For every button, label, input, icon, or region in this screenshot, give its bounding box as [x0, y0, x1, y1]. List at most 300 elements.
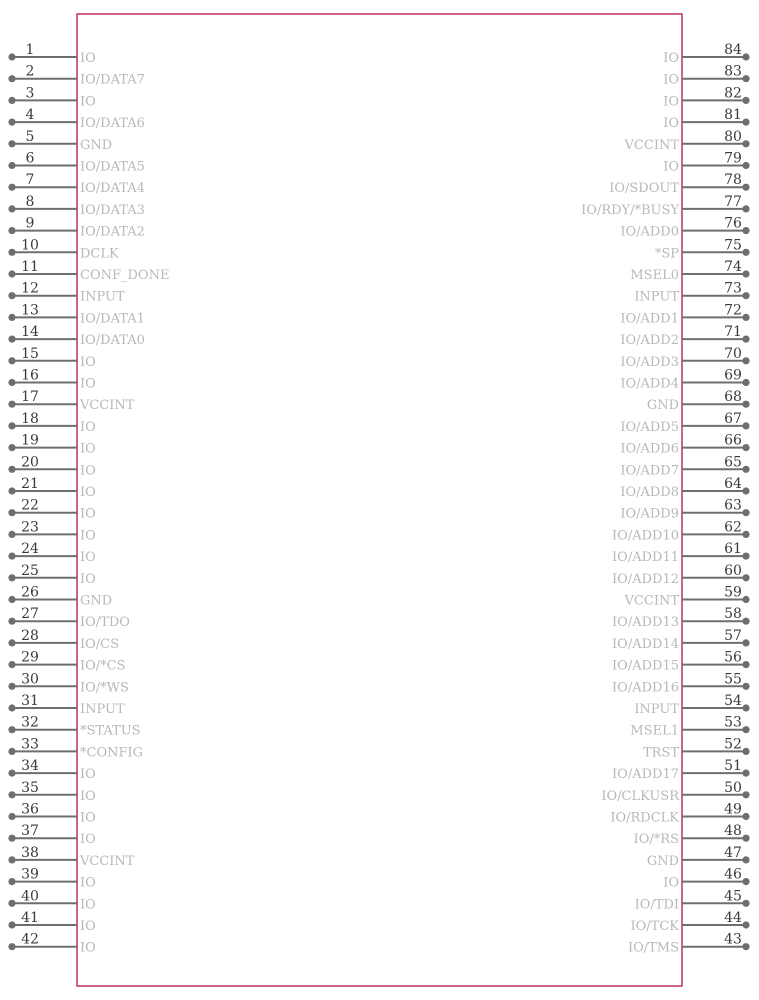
pin-number: 59 [724, 584, 742, 601]
pin-endpoint [8, 119, 15, 126]
pin [634, 281, 749, 305]
pin-number: 7 [25, 172, 35, 189]
pin [8, 433, 95, 457]
pin-label: *SP [654, 246, 679, 262]
pin [620, 302, 749, 326]
pin [8, 454, 95, 478]
pin-label: IO/ADD5 [620, 419, 679, 435]
pin-label: IO/TMS [627, 940, 679, 956]
pin [8, 780, 95, 804]
pin-endpoint [8, 205, 15, 212]
pin-number: 31 [21, 693, 39, 709]
pin-label: IO [663, 51, 679, 66]
pin [8, 129, 112, 153]
pin-endpoint [8, 292, 15, 299]
pin-label: IO/ADD7 [620, 463, 679, 479]
pin-endpoint [8, 401, 15, 408]
pin-number: 81 [724, 107, 742, 124]
pin-number: 38 [21, 844, 39, 861]
pin-endpoint [8, 270, 15, 277]
pin-number: 5 [25, 128, 35, 145]
pin [620, 476, 749, 500]
pin-number: 63 [724, 497, 742, 514]
pin-endpoint [742, 726, 749, 733]
pin-label: IO [663, 72, 679, 88]
pin-label: IO [80, 94, 96, 110]
pin-label: IO/ADD6 [620, 441, 679, 457]
pin-number: 64 [724, 476, 742, 492]
pin [8, 823, 95, 847]
pin-label: INPUT [80, 702, 125, 717]
pin-number: 30 [21, 671, 39, 688]
pin [8, 693, 125, 717]
pin [8, 368, 95, 392]
pin-label: IO [80, 51, 96, 66]
pin-label: IO [80, 810, 96, 826]
pin [612, 519, 750, 543]
pin-number: 69 [724, 367, 742, 384]
pin-number: 76 [724, 215, 742, 232]
pin [612, 671, 750, 695]
pin-label: MSEL1 [630, 723, 679, 739]
pin [663, 151, 749, 175]
pin-endpoint [742, 900, 749, 907]
pin-endpoint [742, 75, 749, 82]
pin [634, 823, 750, 847]
pin-number: 70 [724, 345, 742, 362]
pin-endpoint [8, 184, 15, 191]
pin-label: IO/ADD11 [612, 550, 679, 566]
pin-number: 78 [724, 172, 742, 189]
pin-endpoint [8, 422, 15, 429]
pin-number: 65 [724, 454, 742, 471]
pin-number: 77 [724, 193, 742, 210]
pin-endpoint [8, 379, 15, 386]
pin [612, 650, 750, 674]
pin-label: IO/SDOUT [609, 181, 679, 197]
pin-label: IO/ADD10 [612, 528, 679, 544]
pin-label: VCCINT [80, 853, 135, 869]
pin-number: 79 [724, 150, 742, 167]
pin [581, 194, 749, 218]
pin-number: 11 [21, 259, 39, 275]
pin [630, 715, 749, 739]
pin-number: 4 [25, 107, 35, 124]
pin-endpoint [8, 683, 15, 690]
pin-endpoint [742, 336, 749, 343]
pin-label: IO/DATA1 [80, 311, 145, 327]
pin-endpoint [742, 618, 749, 625]
pin [620, 454, 749, 478]
pin-number: 45 [724, 888, 742, 905]
pin-endpoint [742, 943, 749, 950]
pin-endpoint [8, 314, 15, 321]
pin [8, 736, 143, 760]
pin-endpoint [742, 357, 749, 364]
pin-endpoint [742, 401, 749, 408]
pin-number: 83 [724, 63, 742, 80]
pin [630, 910, 749, 934]
pin [8, 888, 95, 912]
pin-number: 34 [21, 758, 39, 775]
pin-number: 33 [21, 736, 39, 753]
pin-endpoint [742, 683, 749, 690]
pin-number: 6 [25, 150, 35, 167]
pin [620, 346, 749, 370]
pin-endpoint [742, 791, 749, 798]
pin-number: 60 [724, 562, 742, 579]
pin-label: IO [80, 897, 96, 913]
pin [634, 693, 749, 717]
pin-endpoint [8, 726, 15, 733]
pin-number: 21 [21, 476, 39, 492]
pin-number: 46 [724, 866, 742, 883]
pin-number: 75 [724, 237, 742, 254]
pin-label: IO/ADD8 [620, 485, 679, 500]
pin-endpoint [8, 53, 15, 60]
pin [663, 85, 749, 109]
pin [8, 411, 95, 435]
pin-endpoint [742, 704, 749, 711]
pin-number: 1 [25, 42, 35, 58]
pin-number: 15 [21, 345, 39, 362]
pin-label: IO [80, 919, 96, 934]
pin-label: IO [663, 94, 679, 110]
pin [8, 389, 134, 413]
pin-label: IO/*CS [80, 658, 126, 674]
pin-endpoint [742, 596, 749, 603]
pin-number: 29 [21, 649, 39, 666]
pin [8, 281, 125, 305]
pin-label: *CONFIG [80, 745, 144, 761]
pin-number: 13 [21, 302, 39, 319]
pin-number: 43 [724, 931, 742, 948]
pin-endpoint [742, 770, 749, 777]
pin [8, 237, 119, 261]
pin-endpoint [742, 835, 749, 842]
pin-label: IO/ADD17 [612, 767, 679, 783]
pin-endpoint [742, 748, 749, 755]
pin-label: IO [80, 832, 96, 848]
left-pin-group [8, 42, 169, 956]
pin [8, 346, 95, 370]
pin-number: 26 [21, 584, 39, 601]
pin-endpoint [8, 162, 15, 169]
pin-endpoint [8, 466, 15, 473]
pin [620, 216, 749, 240]
pin-endpoint [742, 270, 749, 277]
pin-label: TRST [642, 745, 679, 761]
pin-label: IO/ADD9 [620, 506, 679, 522]
pin-endpoint [742, 444, 749, 451]
pin-number: 16 [21, 367, 39, 384]
pin-label: IO [80, 940, 96, 956]
pin-label: IO/RDY/*BUSY [581, 202, 679, 218]
pin-endpoint [8, 97, 15, 104]
pin [601, 780, 749, 804]
pin-number: 40 [21, 888, 39, 905]
pin-endpoint [742, 856, 749, 863]
pin [647, 389, 750, 413]
pin-endpoint [742, 184, 749, 191]
pin-label: IO/ADD2 [620, 333, 679, 349]
pin-number: 27 [21, 606, 39, 623]
pin-endpoint [742, 921, 749, 928]
pin-number: 19 [21, 432, 39, 449]
pin [8, 671, 129, 695]
pin-number: 55 [724, 671, 742, 688]
pin-endpoint [742, 140, 749, 147]
pin [8, 715, 140, 739]
pin-endpoint [8, 553, 15, 560]
pin-label: IO [80, 528, 96, 544]
pin-label: IO/*WS [80, 680, 129, 696]
pin-number: 71 [724, 324, 742, 341]
pin-endpoint [8, 140, 15, 147]
pin-label: IO [80, 788, 96, 804]
pin-endpoint [742, 314, 749, 321]
pin-endpoint [742, 379, 749, 386]
pin-number: 25 [21, 562, 39, 579]
pin-label: IO [80, 485, 96, 500]
pin-label: IO/ADD4 [620, 376, 679, 392]
pin-endpoint [8, 618, 15, 625]
pin-endpoint [742, 292, 749, 299]
pin-endpoint [8, 943, 15, 950]
pin [8, 541, 95, 565]
pin-label: IO/TDO [80, 615, 130, 631]
pin-number: 84 [724, 42, 742, 58]
pin-number: 39 [21, 866, 39, 883]
pin-endpoint [742, 53, 749, 60]
pin-endpoint [8, 856, 15, 863]
pin [663, 42, 749, 66]
pin-endpoint [8, 227, 15, 234]
pin-label: GND [80, 137, 113, 153]
pin-label: IO [80, 875, 96, 891]
pin-endpoint [742, 813, 749, 820]
pin-number: 37 [21, 823, 39, 840]
pin [612, 606, 750, 630]
pin [8, 606, 130, 630]
pin-number: 41 [21, 910, 39, 926]
pin-endpoint [8, 704, 15, 711]
pin-label: IO [80, 767, 96, 783]
pin-number: 32 [21, 714, 39, 731]
pin [663, 107, 749, 131]
component-body-outline [77, 14, 682, 986]
pin-endpoint [8, 921, 15, 928]
pin [8, 585, 112, 609]
pin-label: IO/ADD0 [620, 224, 679, 240]
pin [8, 85, 95, 109]
pin-label: GND [646, 398, 679, 414]
pin [624, 585, 750, 609]
pin-endpoint [8, 791, 15, 798]
pin [628, 932, 750, 956]
pin [612, 758, 750, 782]
pin-label: CONF_DONE [80, 268, 170, 283]
pin-endpoint [8, 770, 15, 777]
pin-number: 14 [21, 324, 39, 341]
pin-number: 82 [724, 85, 742, 102]
pin [8, 519, 95, 543]
pin-number: 48 [724, 823, 742, 840]
pin-label: IO/DATA7 [80, 72, 145, 88]
pin-number: 51 [724, 758, 742, 775]
pin [643, 736, 750, 760]
pin-label: IO/ADD1 [620, 311, 679, 327]
pin [612, 563, 750, 587]
pin-endpoint [8, 813, 15, 820]
pin-endpoint [742, 487, 749, 494]
pin-label: IO/DATA0 [80, 333, 145, 349]
pin [624, 129, 750, 153]
pin-number: 80 [724, 128, 742, 145]
pin-label: IO [663, 116, 679, 132]
pin [620, 411, 749, 435]
pin-number: 66 [724, 432, 742, 449]
pin-label: IO [80, 376, 96, 392]
pin-endpoint [8, 639, 15, 646]
pin-label: VCCINT [80, 398, 135, 414]
pin-number: 52 [724, 736, 742, 753]
pin-endpoint [742, 466, 749, 473]
pin-number: 20 [21, 454, 39, 471]
pin-label: *STATUS [80, 723, 141, 739]
pin-number: 67 [724, 410, 742, 427]
pin-number: 58 [724, 606, 742, 623]
pin-endpoint [742, 509, 749, 516]
pin-label: IO/CS [80, 636, 120, 652]
pin [620, 324, 749, 348]
pin-label: IO/DATA5 [80, 159, 145, 175]
pin-number: 17 [21, 389, 39, 406]
pin [635, 888, 750, 912]
pin-number: 56 [724, 649, 742, 666]
pin [8, 42, 95, 66]
pin-endpoint [8, 75, 15, 82]
pin-label: IO [80, 550, 96, 566]
pin-endpoint [8, 531, 15, 538]
pin-number: 24 [21, 541, 39, 558]
pin-label: IO/ADD16 [612, 680, 679, 696]
pin [8, 910, 95, 934]
pin-number: 42 [21, 931, 39, 948]
pin-label: IO/DATA2 [80, 224, 145, 240]
pin-number: 47 [724, 844, 742, 861]
pin [8, 802, 95, 826]
pin-endpoint [742, 661, 749, 668]
pin-label: IO/DATA4 [80, 181, 145, 197]
pin-number: 35 [21, 779, 39, 796]
pin [620, 433, 749, 457]
pin-endpoint [8, 661, 15, 668]
pin-endpoint [8, 748, 15, 755]
pin [8, 932, 95, 956]
pin-number: 23 [21, 519, 39, 536]
pin [8, 476, 95, 500]
pin [663, 64, 749, 88]
pin-label: INPUT [634, 702, 679, 717]
pin-endpoint [8, 444, 15, 451]
pin-number: 72 [724, 302, 742, 319]
pin-endpoint [742, 119, 749, 126]
pin-label: VCCINT [624, 137, 679, 153]
pin [8, 758, 95, 782]
pin-number: 12 [21, 280, 39, 297]
pin [8, 563, 95, 587]
pin-endpoint [8, 509, 15, 516]
pin-endpoint [8, 574, 15, 581]
pin [8, 628, 119, 652]
pin-label: IO/RDCLK [610, 810, 679, 826]
pin-number: 61 [724, 541, 742, 558]
pin-endpoint [8, 249, 15, 256]
pin [655, 237, 750, 261]
pin-number: 44 [724, 910, 742, 926]
pin-label: IO/ADD13 [612, 615, 679, 631]
pin-number: 18 [21, 410, 39, 427]
pin-number: 22 [21, 497, 39, 514]
pin-endpoint [8, 596, 15, 603]
pin-label: GND [646, 853, 679, 869]
pin-endpoint [742, 553, 749, 560]
pin-label: IO/ADD15 [612, 658, 679, 674]
pin-label: IO [80, 463, 96, 479]
pin-number: 49 [724, 801, 742, 818]
pin-endpoint [8, 336, 15, 343]
pin-label: IO [80, 571, 96, 587]
pin-label: GND [80, 593, 113, 609]
pin-label: IO [663, 159, 679, 175]
pin-label: IO/*RS [633, 832, 679, 848]
pin-label: IO [663, 875, 679, 891]
pin [612, 541, 750, 565]
pin-label: IO [80, 441, 96, 457]
pin-label: MSEL0 [630, 268, 679, 283]
pin-endpoint [742, 249, 749, 256]
pin-label: IO/ADD12 [612, 571, 679, 587]
pin-number: 74 [724, 259, 742, 275]
pin-label: IO/ADD14 [612, 636, 679, 652]
pin [8, 498, 95, 522]
pin-label: IO/TDI [634, 897, 679, 913]
pin-number: 10 [21, 237, 39, 254]
pin-endpoint [742, 97, 749, 104]
pin-endpoint [742, 878, 749, 885]
pin-label: IO/DATA6 [80, 116, 145, 132]
pin-label: IO/CLKUSR [601, 788, 679, 804]
pin-number: 73 [724, 280, 742, 297]
pin-number: 57 [724, 627, 742, 644]
pin-label: DCLK [80, 246, 119, 262]
pin [663, 867, 749, 891]
pin [647, 845, 750, 869]
pin-endpoint [742, 227, 749, 234]
pin-number: 2 [25, 63, 35, 80]
pin [612, 628, 750, 652]
pin-number: 9 [25, 215, 35, 232]
pin-endpoint [8, 878, 15, 885]
pin-endpoint [742, 639, 749, 646]
pin [8, 259, 169, 283]
pin-number: 53 [724, 714, 742, 731]
pin [620, 498, 749, 522]
pin-endpoint [742, 162, 749, 169]
pin-number: 36 [21, 801, 39, 818]
pin-number: 3 [25, 85, 35, 102]
